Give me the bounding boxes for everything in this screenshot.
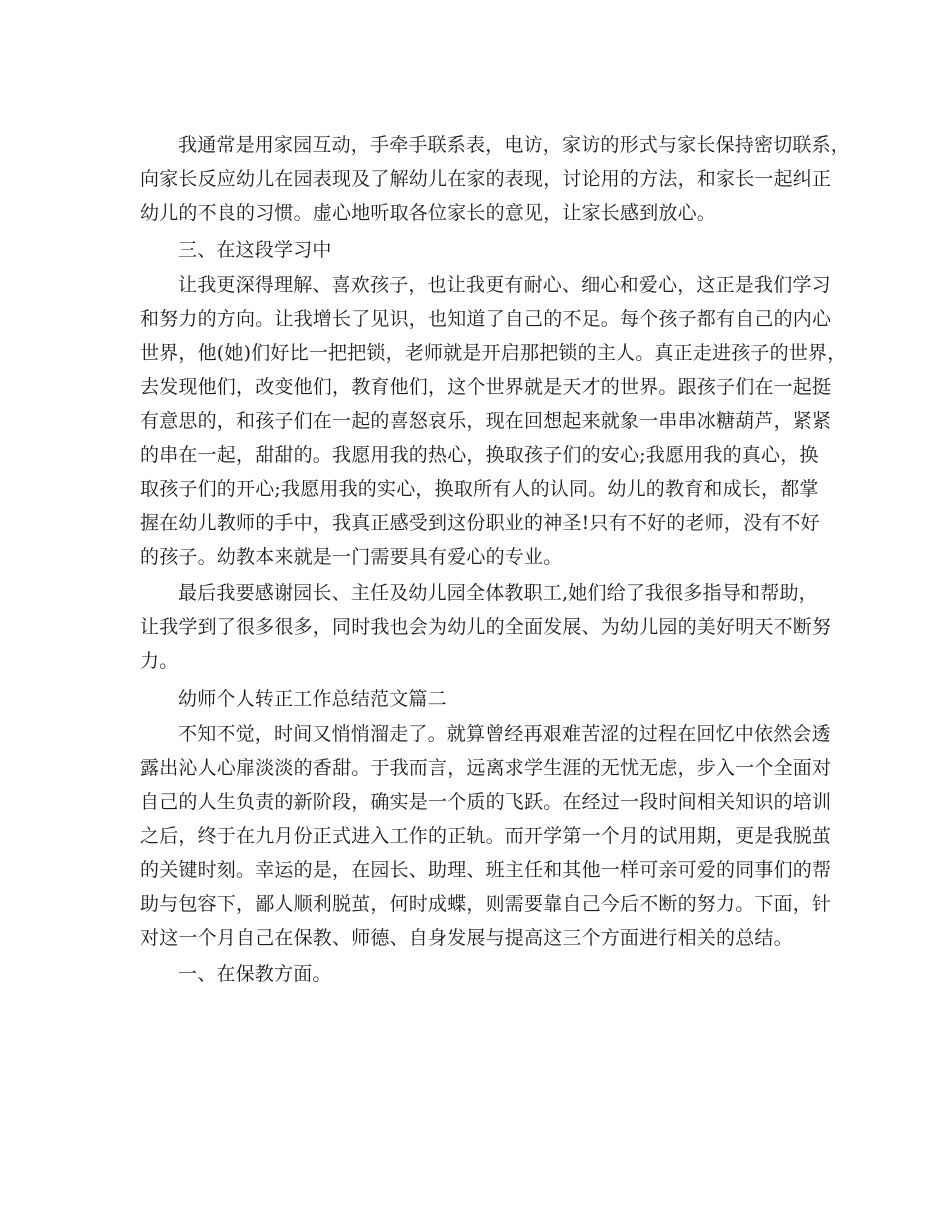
paragraph-line: 让我学到了很多很多，同时我也会为幼儿的全面发展、为幼儿园的美好明天不断努 bbox=[140, 616, 832, 638]
paragraph-line: 助与包容下，鄙人顺利脱茧，何时成蝶，则需要靠自己今后不断的努力。下面，针 bbox=[140, 893, 832, 915]
paragraph-line: 不知不觉，时间又悄悄溜走了。就算曾经再艰难苦涩的过程在回忆中依然会透 bbox=[178, 723, 831, 745]
paragraph-line: 我通常是用家园互动，手牵手联系表，电访，家访的形式与家长保持密切联系， bbox=[178, 134, 851, 156]
paragraph-line: 握在幼儿教师的手中，我真正感受到这份职业的神圣!只有不好的老师，没有不好 bbox=[140, 512, 820, 534]
section-heading: 三、在这段学习中 bbox=[178, 239, 332, 261]
paragraph-line: 对这一个月自己在保教、师德、自身发展与提高这三个方面进行相关的总结。 bbox=[140, 927, 793, 949]
paragraph-line: 的孩子。幼教本来就是一门需要具有爱心的专业。 bbox=[140, 546, 563, 568]
paragraph-line: 向家长反应幼儿在园表现及了解幼儿在家的表现，讨论用的方法，和家长一起纠正 bbox=[140, 168, 832, 190]
paragraph-line: 取孩子们的开心;我愿用我的实心，换取所有人的认同。幼儿的教育和成长，都掌 bbox=[140, 478, 819, 500]
paragraph-line: 让我更深得理解、喜欢孩子，也让我更有耐心、细心和爱心，这正是我们学习 bbox=[178, 274, 831, 296]
paragraph-line: 和努力的方向。让我增长了见识，也知道了自己的不足。每个孩子都有自己的内心 bbox=[140, 308, 832, 330]
paragraph-line: 露出沁人心扉淡淡的香甜。于我而言，远离求学生涯的无忧无虑，步入一个全面对 bbox=[140, 757, 832, 779]
paragraph-line: 的串在一起，甜甜的。我愿用我的热心，换取孩子们的安心;我愿用我的真心，换 bbox=[140, 444, 819, 466]
section-heading: 一、在保教方面。 bbox=[178, 963, 332, 985]
paragraph-line: 去发现他们，改变他们，教育他们，这个世界就是天才的世界。跟孩子们在一起挺 bbox=[140, 376, 832, 398]
paragraph-line: 幼儿的不良的习惯。虚心地听取各位家长的意见，让家长感到放心。 bbox=[140, 202, 717, 224]
article-title: 幼师个人转正工作总结范文篇二 bbox=[178, 688, 447, 710]
paragraph-line: 有意思的，和孩子们在一起的喜怒哀乐，现在回想起来就象一串串冰糖葫芦，紧紧 bbox=[140, 410, 832, 432]
paragraph-line: 世界，他(她)们好比一把把锁，老师就是开启那把锁的主人。真正走进孩子的世界， bbox=[140, 342, 847, 364]
paragraph-line: 的关键时刻。幸运的是，在园长、助理、班主任和其他一样可亲可爱的同事们的帮 bbox=[140, 859, 832, 881]
paragraph-line: 自己的人生负责的新阶段，确实是一个质的飞跃。在经过一段时间相关知识的培训 bbox=[140, 791, 832, 813]
paragraph-line: 最后我要感谢园长、主任及幼儿园全体教职工,她们给了我很多指导和帮助， bbox=[178, 582, 818, 604]
paragraph-line: 力。 bbox=[140, 650, 179, 672]
paragraph-line: 之后，终于在九月份正式进入工作的正轨。而开学第一个月的试用期，更是我脱茧 bbox=[140, 825, 832, 847]
